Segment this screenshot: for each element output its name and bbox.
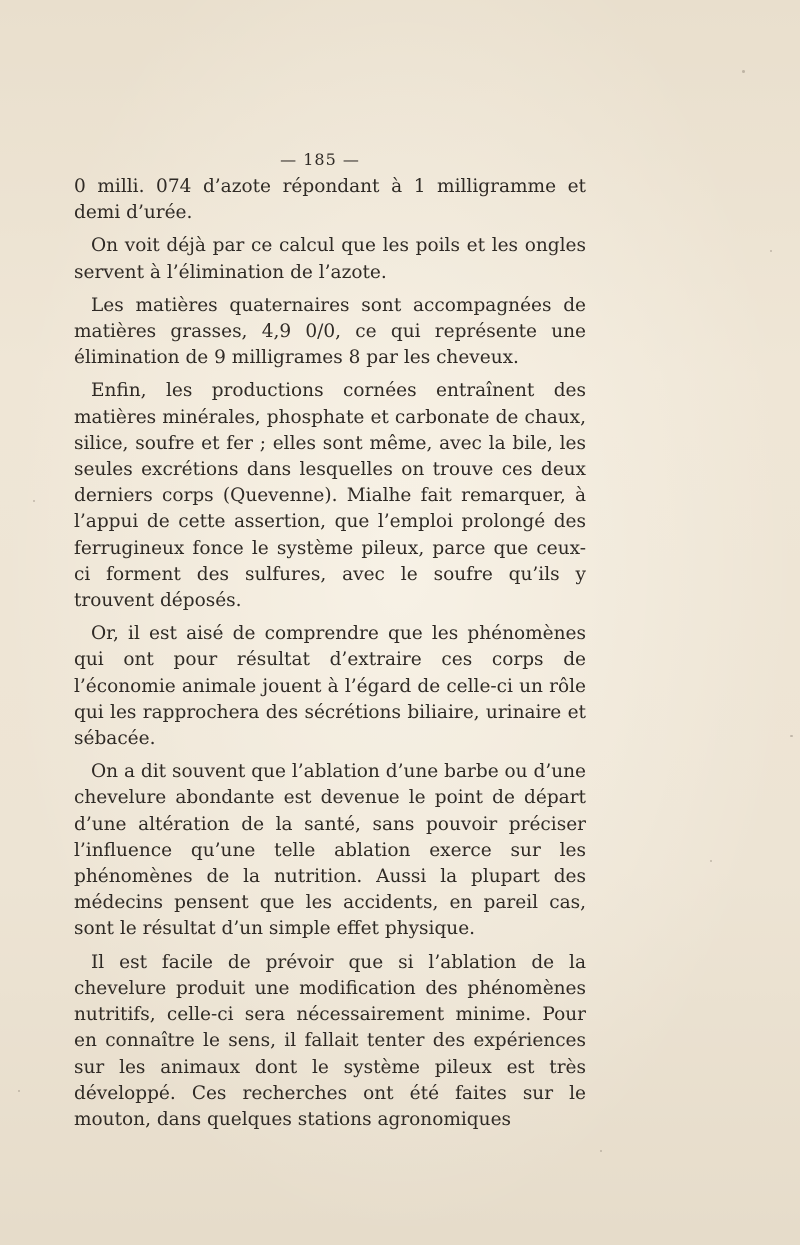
paragraph: Enfin, les productions cornées entraînent des matières minérales, phosphate et carbonate de chaux, silice, soufre et fer ; elles sont même, avec la bile, les seules excrétions dans lesquelles on trouve ces deux derniers corps (Quevenne). Mialhe fait remarquer, à l’appui de cette assertion, que l’emploi prolongé des ferrugineux fonce le système pileux, parce que ceux-ci forment des sulfures, avec le soufre qu’ils y trouvent déposés. bbox=[74, 380, 586, 612]
paper-speck bbox=[742, 70, 745, 73]
page-number: — 185 — bbox=[280, 150, 360, 169]
paper-speck bbox=[790, 735, 793, 737]
paragraph: On voit déjà par ce calcul que les poils et les ongles servent à l’élimination de l’azote. bbox=[74, 235, 586, 283]
paper-speck bbox=[770, 250, 772, 252]
body-text bbox=[74, 174, 586, 1140]
paragraph: Or, il est aisé de comprendre que les phénomènes qui ont pour résultat d’extraire ces corps de l’économie animale jouent à l’égard de celle-ci un rôle qui les rapprochera des sécrétions biliaire, urinaire et sébacée. bbox=[74, 623, 586, 750]
paper-speck bbox=[600, 1150, 602, 1152]
paragraph: Il est facile de prévoir que si l’ablation de la chevelure produit une modification des phénomènes nutritifs, celle-ci sera nécessairement minime. Pour en connaître le sens, il fallait tenter des expériences sur les animaux dont le système pileux est très développé. Ces recherches ont été faites sur le mouton, dans quelques stations agronomiques bbox=[74, 951, 586, 1130]
paragraph: 0 milli. 074 d’azote répondant à 1 milligramme et demi d’urée. bbox=[74, 176, 586, 224]
paper-speck bbox=[710, 860, 712, 862]
paper-speck bbox=[33, 500, 35, 502]
paragraph: Les matières quaternaires sont accompagnées de matières grasses, 4,9 0/0, ce qui représente une élimination de 9 milligrames 8 par les cheveux. bbox=[74, 294, 586, 369]
paper-speck bbox=[18, 1090, 20, 1092]
paragraph: On a dit souvent que l’ablation d’une barbe ou d’une chevelure abondante est devenue le point de départ d’une altération de la santé, sans pouvoir préciser l’influence qu’une telle ablation exerce sur les phénomènes de la nutrition. Aussi la plupart des médecins pensent que les accidents, en pareil cas, sont le résultat d’un simple effet physique. bbox=[74, 761, 586, 940]
